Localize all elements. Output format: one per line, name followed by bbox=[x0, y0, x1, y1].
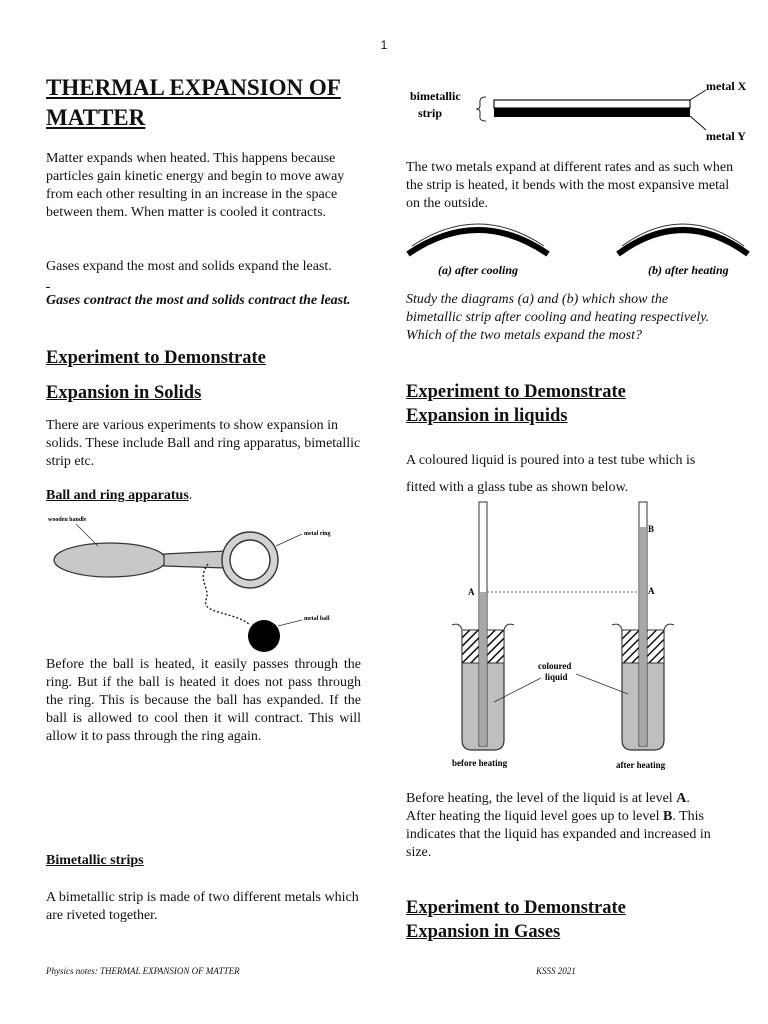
liquid-label: liquid bbox=[545, 672, 568, 682]
strip-label-line2: strip bbox=[418, 106, 442, 120]
result-level-a: A bbox=[676, 791, 687, 806]
gases-expand-text: Gases expand the most and solids expand the least. bbox=[46, 259, 332, 274]
footer-right: KSSS 2021 bbox=[536, 966, 576, 976]
liquids-text-line2: fitted with a glass tube as shown below. bbox=[406, 480, 629, 495]
liquids-heading-line1: Experiment to Demonstrate bbox=[406, 382, 626, 402]
coloured-label: coloured bbox=[538, 661, 572, 671]
after-heating-tube-label: after heating bbox=[616, 760, 666, 770]
after-cooling-label: (a) after cooling bbox=[438, 263, 518, 277]
level-b-label: B bbox=[648, 524, 655, 534]
ball-ring-heading: Ball and ring apparatus bbox=[46, 488, 189, 503]
ball-ring-diagram bbox=[46, 510, 346, 658]
ball-ring-heading-wrap bbox=[46, 488, 192, 504]
result-part-3: After heating the liquid level goes up to level bbox=[406, 809, 663, 824]
metal-ring-label: metal ring bbox=[304, 531, 331, 537]
liquids-result-text bbox=[406, 790, 726, 862]
strip-text: The two metals expand at different rates and as such when the strip is heated, it bends with the most expansive metal on the outside. bbox=[406, 160, 734, 211]
footer-left: Physics notes: THERMAL EXPANSION OF MATTER bbox=[46, 966, 240, 976]
metal-ball-label: metal ball bbox=[304, 616, 330, 622]
bimetallic-text: A bimetallic strip is made of two different metals which are riveted together. bbox=[46, 890, 359, 923]
intro-paragraph: Matter expands when heated. This happens because particles gain kinetic energy and begin to move away from each other resulting in an increase in the space between them. When matter is cooled it contracts. bbox=[46, 151, 345, 220]
solids-heading-line1: Experiment to Demonstrate bbox=[46, 348, 266, 368]
after-heating-label: (b) after heating bbox=[648, 263, 729, 277]
ball-ring-period: . bbox=[188, 488, 193, 503]
strip-label-line1: bimetallic bbox=[410, 89, 461, 103]
gases-heading-line2: Expansion in Gases bbox=[406, 922, 561, 942]
solids-text: There are various experiments to show expansion in solids. These include Ball and ring apparatus, bimetallic strip etc. bbox=[46, 418, 361, 469]
page-title: THERMAL EXPANSION OF MATTER bbox=[46, 75, 341, 130]
result-part-4: . This indicates that the liquid has expanded and increased in size. bbox=[406, 809, 711, 860]
study-question: Study the diagrams (a) and (b) which show the bimetallic strip after cooling and heating respectively. Which of the two metals expand the most? bbox=[406, 292, 710, 343]
solids-heading-line2: Expansion in Solids bbox=[46, 383, 202, 403]
bent-strips-diagram bbox=[404, 214, 754, 280]
metal-y-label: metal Y bbox=[706, 129, 746, 143]
result-part-1: Before heating, the level of the liquid is at level bbox=[406, 791, 677, 806]
liquids-text-line1: A coloured liquid is poured into a test tube which is bbox=[406, 453, 696, 468]
result-level-b: B bbox=[662, 809, 673, 824]
gases-contract-text: Gases contract the most and solids contract the least. bbox=[46, 293, 351, 308]
before-heating-label: before heating bbox=[452, 758, 508, 768]
liquid-expansion-diagram bbox=[446, 500, 686, 775]
gases-heading-line1: Experiment to Demonstrate bbox=[406, 898, 626, 918]
page-number: 1 bbox=[380, 38, 388, 52]
ball-ring-text: Before the ball is heated, it easily passes through the ring. But if the ball is heated it does not pass through the ring. This is because the ball has expanded. If the ball is allowed to cool then it will contract. This will allow it to pass through the ring again. bbox=[46, 657, 361, 744]
wooden-handle-label: wooden handle bbox=[48, 517, 87, 523]
level-a-left: A bbox=[468, 587, 475, 597]
metal-x-label: metal X bbox=[706, 79, 747, 93]
bimetallic-strip-diagram bbox=[406, 72, 756, 146]
tiny-dash bbox=[46, 287, 50, 288]
result-part-2: . bbox=[686, 791, 690, 806]
bimetallic-heading: Bimetallic strips bbox=[46, 853, 144, 868]
level-a-right: A bbox=[648, 586, 655, 596]
liquids-heading-line2: Expansion in liquids bbox=[406, 406, 568, 426]
